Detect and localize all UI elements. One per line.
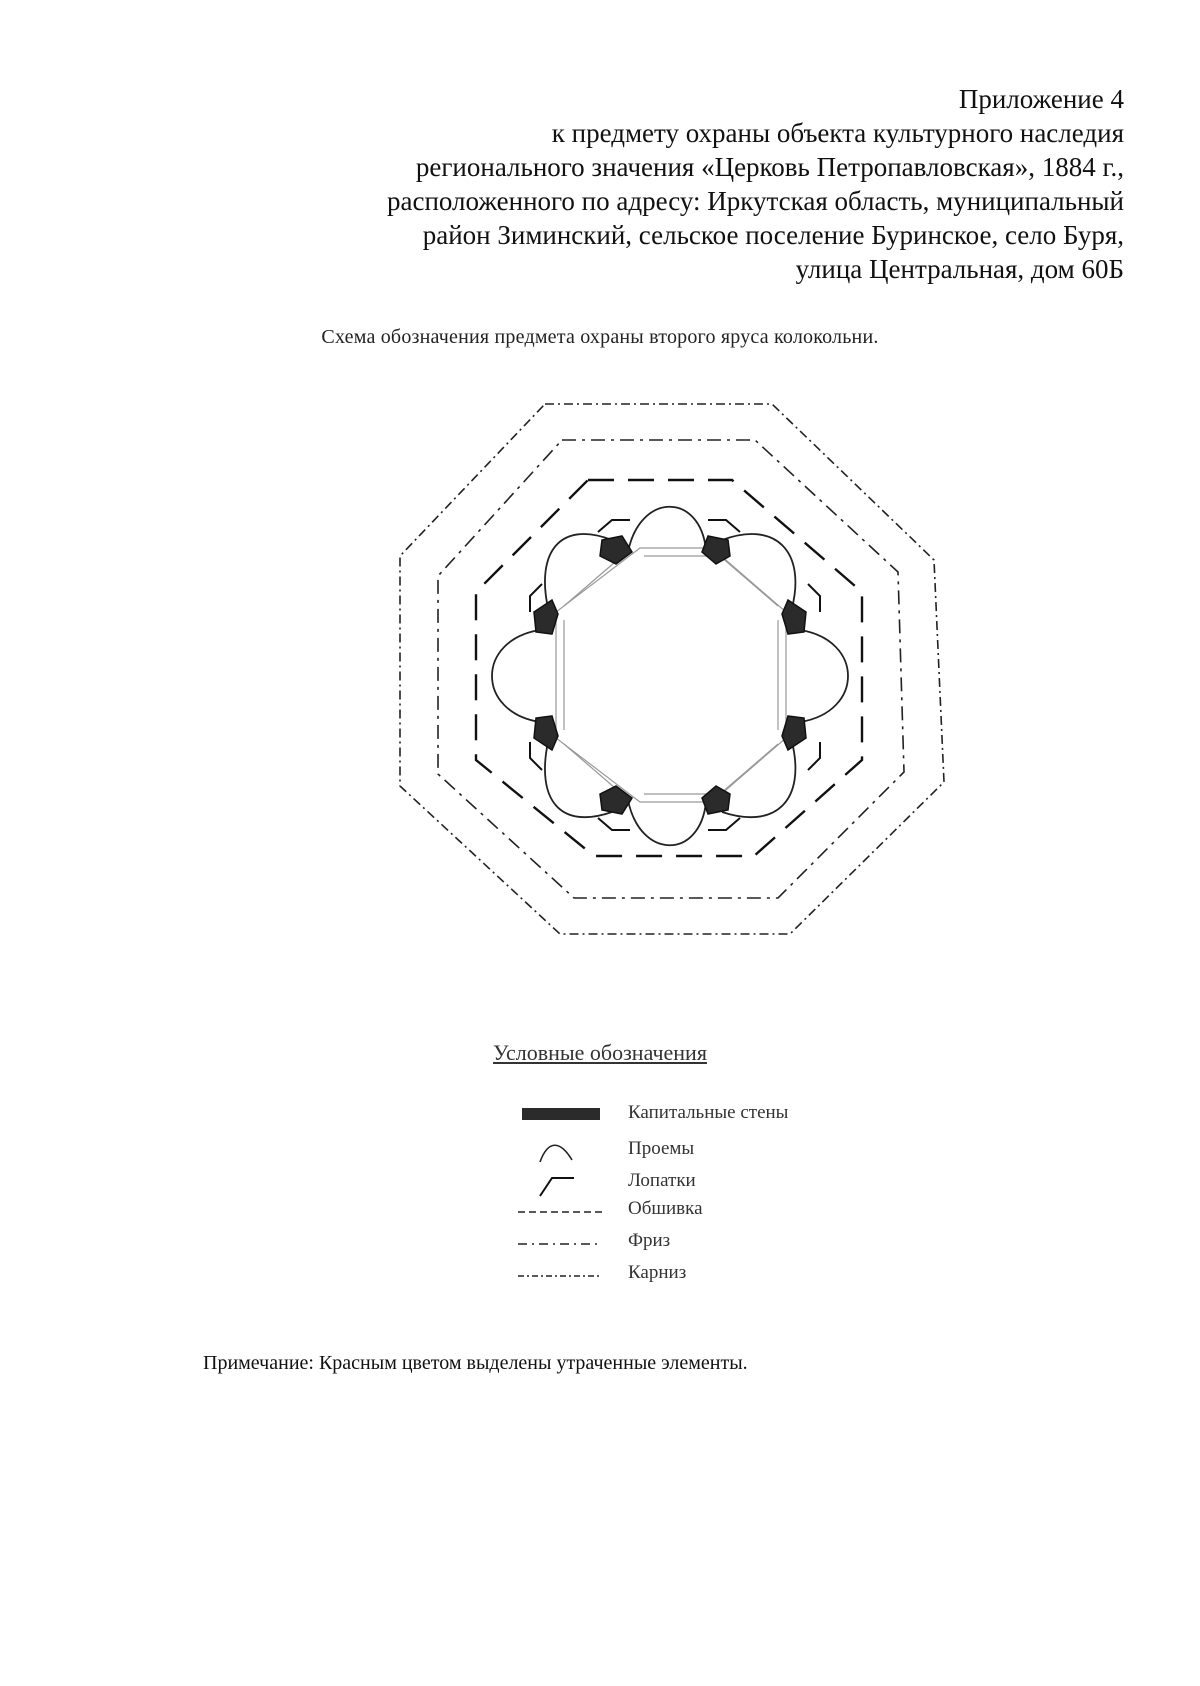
arch-curve-icon <box>500 1136 605 1166</box>
dash-dot-short-line-icon <box>500 1260 605 1290</box>
legend-item-openings <box>500 1136 880 1166</box>
opening-arch-top-right <box>722 534 795 608</box>
legend-item-pilasters <box>500 1168 880 1198</box>
opening-arch-bottom-right <box>722 742 795 817</box>
header-line-2: к предмету охраны объекта культурного наследия <box>551 118 1124 148</box>
legend-item-capital-walls <box>500 1100 880 1130</box>
legend-label-sheathing: Обшивка <box>628 1198 703 1219</box>
opening-arch-right <box>800 630 848 722</box>
scheme-title: Схема обозначения предмета охраны второго яруса колокольни. <box>321 326 879 348</box>
pilasters <box>530 520 820 830</box>
dashed-line-icon <box>500 1196 605 1226</box>
pier-bottom-left <box>600 786 632 814</box>
sheathing-outline <box>476 480 862 856</box>
legend-item-cornice <box>500 1260 880 1290</box>
header-line-3: регионального значения «Церковь Петропавловская», 1884 г., <box>415 152 1124 182</box>
opening-arch-top <box>628 507 706 552</box>
filled-bar-icon <box>500 1100 605 1130</box>
header-line-4: расположенного по адресу: Иркутская область, муниципальный <box>386 186 1124 216</box>
header-line-1: Приложение 4 <box>958 84 1124 114</box>
pier-left-upper <box>534 600 558 634</box>
legend-label-pilasters: Лопатки <box>628 1170 696 1191</box>
opening-arch-left <box>492 630 540 722</box>
legend-title: Условные обозначения <box>493 1040 707 1065</box>
legend-item-sheathing <box>500 1196 880 1226</box>
header-line-5: район Зиминский, сельское поселение Буринское, село Буря, <box>422 220 1124 250</box>
pier-left-lower <box>534 716 558 750</box>
pier-top-left <box>600 536 632 564</box>
legend-item-frieze <box>500 1228 880 1258</box>
capital-wall-piers <box>534 536 806 814</box>
legend-label-cornice: Карниз <box>628 1262 687 1283</box>
dash-dot-line-icon <box>500 1228 605 1258</box>
frieze-outline <box>438 440 904 898</box>
pilaster-line-icon <box>500 1168 605 1198</box>
legend-label-openings: Проемы <box>628 1138 695 1159</box>
legend-label-frieze: Фриз <box>628 1230 671 1251</box>
note-text: Примечание: Красным цветом выделены утраченные элементы. <box>203 1352 748 1374</box>
cornice-outline <box>400 404 944 934</box>
opening-arch-bottom <box>628 800 706 845</box>
wall-infill <box>556 548 786 802</box>
legend-label-capital-walls: Капитальные стены <box>628 1102 789 1123</box>
header-line-6: улица Центральная, дом 60Б <box>795 254 1124 284</box>
